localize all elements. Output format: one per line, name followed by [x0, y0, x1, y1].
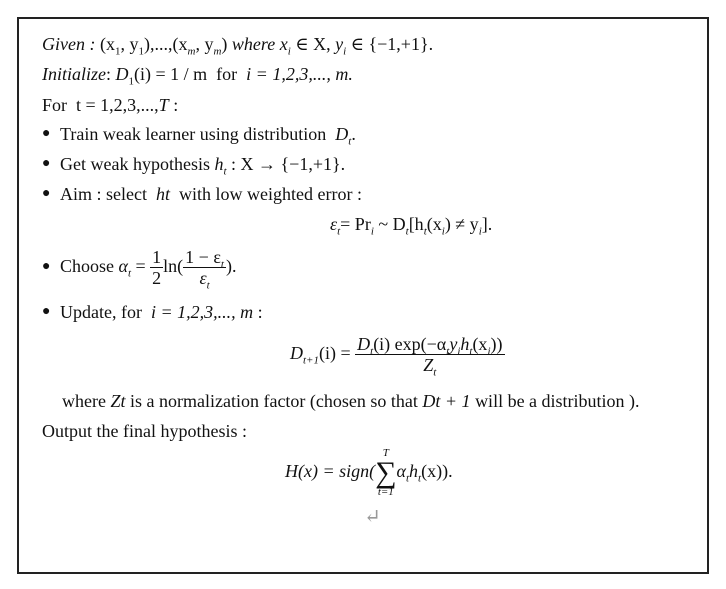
update-fraction: $\frac{D_t(i) \exp(-\alpha_ty_ih_t(x_i))}{Z_t}$ [357, 334, 503, 379]
error-fraction: $\frac{1 - \varepsilon_t}{\varepsilon_t}$ [185, 247, 224, 292]
bullet-icon: ● [42, 126, 51, 141]
return-arrow-icon: ↵ [364, 506, 381, 528]
bullet-icon: ● [42, 156, 51, 171]
given-line: Given : ($x_1$, $y_1),...,(x_m$, $y_m$) where $x_i$ ∈ X, $y_i$ ∈ {−1,+1}. [42, 34, 434, 58]
normalization-note: where Zt is a normalization factor (chosen so that Dt + 1 will be a distribution ). [62, 391, 640, 411]
initialize-line: Initialize: $D_1(i) = 1 / m$ for i = 1,2,3,..., m. [42, 64, 353, 88]
output-label: Output the final hypothesis : [42, 421, 247, 441]
bullet-icon: ● [42, 304, 51, 319]
summation-symbol: T ∑ t=1 [375, 446, 397, 498]
weighted-error-equation: $\varepsilon_t= Pr_i$ ~ $D_t[h_t(x_i) \ne y_i]$. [330, 214, 493, 238]
step-choose-alpha: Choose $\alpha_t$ = $\frac{1}{2}$ ln( $\frac{1 - \varepsilon_t}{\varepsilon_t}$ ). [60, 247, 237, 292]
for-loop-line: For t = 1,2,3,...,T : [42, 95, 179, 115]
step-aim: Aim : select ht with low weighted error : [60, 184, 362, 204]
bullet-icon: ● [42, 259, 51, 274]
final-hypothesis-equation: H(x) = sign( T ∑ t=1 $\alpha_th_t(x)$). [285, 446, 453, 498]
step-hypothesis: Get weak hypothesis $h_t$ : X → {−1,+1}. [60, 154, 346, 178]
bullet-icon: ● [42, 186, 51, 201]
distribution-update-equation: $D_{t+1}(i)$ = $\frac{D_t(i) \exp(-\alpha_ty_ih_t(x_i))}{Z_t}$ [290, 334, 503, 379]
half-fraction: $\frac{1}{2}$ [152, 247, 162, 289]
step-train: Train weak learner using distribution $D_t$. [60, 124, 356, 148]
step-update: Update, for i = 1,2,3,..., m : [60, 302, 263, 322]
